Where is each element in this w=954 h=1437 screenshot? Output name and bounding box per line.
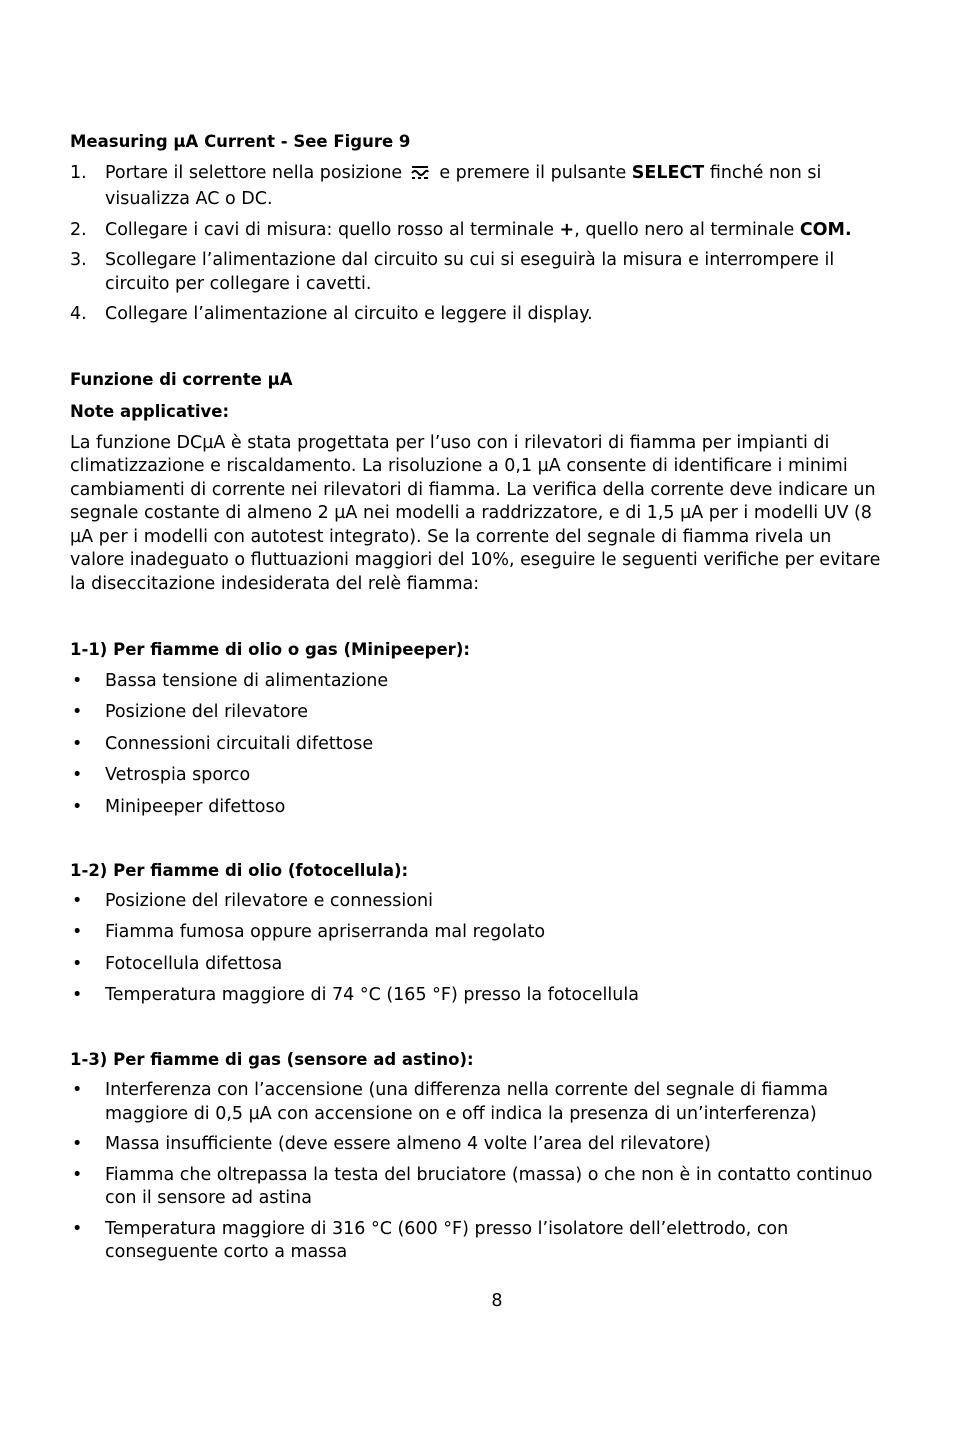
bullet: • bbox=[72, 1134, 83, 1154]
bullet: • bbox=[72, 1080, 83, 1100]
flame-rod-checks-list bbox=[70, 1079, 885, 1265]
list-item-text: Posizione del rilevatore e connessioni bbox=[105, 890, 433, 911]
list-item bbox=[70, 953, 885, 977]
list-item bbox=[70, 670, 885, 694]
list-item-text: Temperatura maggiore di 316 °C (600 °F) presso l’isolatore dell’elettrodo, con conseguente corto a massa bbox=[105, 1218, 789, 1262]
minipeeper-checks-list bbox=[70, 670, 885, 820]
list-item bbox=[70, 796, 885, 820]
step-text: Collegare i cavi di misura: quello rosso al terminale bbox=[105, 219, 560, 240]
plus-terminal-keyword: + bbox=[559, 219, 575, 240]
list-item-text: Temperatura maggiore di 74 °C (165 °F) presso la fotocellula bbox=[105, 985, 639, 1005]
bullet: • bbox=[72, 765, 83, 785]
list-item-text: Posizione del rilevatore bbox=[105, 702, 309, 722]
list-item-text: Fiamma che oltrepassa la testa del bruciatore (massa) o che non è in contatto continuo con il sensore ad astina bbox=[105, 1164, 873, 1208]
bullet: • bbox=[72, 1218, 83, 1239]
step-text: finché non si visualizza AC o DC. bbox=[105, 162, 822, 209]
steps-list bbox=[70, 162, 885, 327]
list-item-text: Minipeeper difettoso bbox=[105, 796, 286, 817]
list-item bbox=[70, 890, 885, 914]
step-4 bbox=[70, 303, 885, 327]
group-heading-flame-rod: 1-3) Per fiamme di gas (sensore ad astino): bbox=[70, 1049, 474, 1069]
list-item bbox=[70, 1164, 885, 1211]
list-item-text: Interferenza con l’accensione (una differenza nella corrente del segnale di fiamma maggiore di 0,5 µA con accensione on e off indica la presenza di un’interferenza) bbox=[105, 1080, 829, 1124]
bullet: • bbox=[72, 985, 83, 1005]
list-item-text: Vetrospia sporco bbox=[105, 765, 251, 785]
bullet: • bbox=[72, 670, 83, 691]
list-item bbox=[70, 1079, 885, 1126]
step-text: Collegare l’alimentazione al circuito e leggere il display. bbox=[105, 304, 593, 324]
step-number: 3. bbox=[70, 250, 87, 270]
list-item bbox=[70, 764, 885, 788]
bullet: • bbox=[72, 1164, 83, 1185]
bullet: • bbox=[72, 733, 83, 754]
list-item bbox=[70, 921, 885, 945]
step-1 bbox=[70, 162, 885, 212]
subheading-notes: Note applicative: bbox=[70, 402, 230, 421]
step-2 bbox=[70, 219, 885, 243]
bullet: • bbox=[72, 922, 83, 942]
step-text: Portare il selettore nella posizione bbox=[105, 162, 403, 183]
page-number: 8 bbox=[491, 1291, 503, 1311]
list-item-text: Bassa tensione di alimentazione bbox=[105, 670, 389, 691]
list-item bbox=[70, 1133, 885, 1157]
step-number: 1. bbox=[70, 162, 87, 183]
step-text: Scollegare l’alimentazione dal circuito su cui si eseguirà la misura e interrompere il circuito per collegare i cavetti. bbox=[105, 250, 835, 294]
bullet: • bbox=[72, 796, 83, 817]
bullet: • bbox=[72, 702, 83, 722]
step-3 bbox=[70, 249, 885, 296]
list-item bbox=[70, 701, 885, 725]
step-number: 2. bbox=[70, 219, 87, 240]
list-item-text: Massa insufficiente (deve essere almeno 4 volte l’area del rilevatore) bbox=[105, 1134, 711, 1154]
list-item bbox=[70, 984, 885, 1008]
list-item bbox=[70, 733, 885, 757]
step-text: , quello nero al terminale bbox=[574, 219, 800, 240]
bullet: • bbox=[72, 953, 83, 974]
com-terminal-keyword: COM. bbox=[799, 219, 852, 240]
select-keyword: SELECT bbox=[631, 162, 705, 183]
section-heading-function: Funzione di corrente µA bbox=[70, 369, 293, 389]
list-item-text: Connessioni circuitali difettose bbox=[105, 733, 374, 754]
step-number: 4. bbox=[70, 304, 87, 324]
list-item-text: Fotocellula difettosa bbox=[105, 953, 283, 974]
group-heading-minipeeper: 1-1) Per fiamme di olio o gas (Minipeeper): bbox=[70, 640, 470, 659]
bullet: • bbox=[72, 890, 83, 911]
step-text: e premere il pulsante bbox=[433, 162, 632, 183]
list-item bbox=[70, 1218, 885, 1265]
list-item-text: Fiamma fumosa oppure apriserranda mal regolato bbox=[105, 922, 546, 942]
photocell-checks-list bbox=[70, 890, 885, 1008]
page-content bbox=[70, 130, 885, 1265]
section-heading-measuring: Measuring µA Current - See Figure 9 bbox=[70, 132, 411, 151]
notes-paragraph: La funzione DCµA è stata progettata per l’uso con i rilevatori di fiamma per impianti di climatizzazione e riscaldamento. La risoluzione a 0,1 µA consente di identificare i minimi cambiamenti di corrente nei rilevatori di fiamma. La verifica della corrente deve indicare un segnale costante di almeno 2 µA nei modelli a raddrizzatore, e di 1,5 µA per i modelli UV (8 µA per i modelli con autotest integrato). Se la corrente del segnale di fiamma rivela un valore inadeguato o fluttuazioni maggiori del 10%, eseguire le seguenti verifiche per evitare la diseccitazione indesiderata del relè fiamma: bbox=[70, 432, 881, 594]
group-heading-photocell: 1-2) Per fiamme di olio (fotocellula): bbox=[70, 861, 409, 880]
ac-dc-current-icon bbox=[410, 164, 430, 189]
